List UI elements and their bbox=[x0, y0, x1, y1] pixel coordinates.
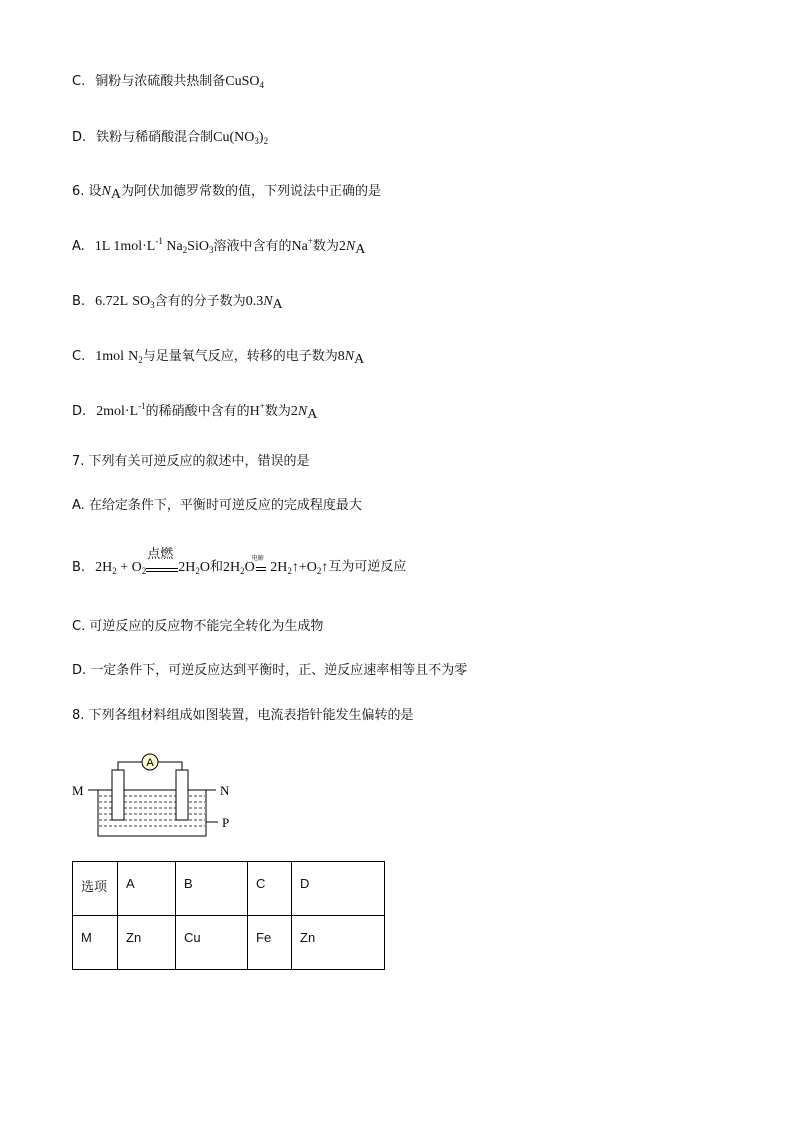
option-7d: D. 一定条件下，可逆反应达到平衡时，正、逆反应速率相等且不为零 bbox=[72, 663, 468, 678]
table-row: 选项 A B C D bbox=[73, 862, 385, 916]
galvanic-cell-diagram bbox=[70, 748, 250, 840]
question-8-stem: 8. 下列各组材料组成如图装置，电流表指针能发生偏转的是 bbox=[72, 708, 414, 723]
electrode-n bbox=[176, 770, 188, 820]
question-7-stem: 7. 下列有关可逆反应的叙述中，错误的是 bbox=[72, 454, 310, 469]
formula: CuSO$_4$ bbox=[225, 74, 264, 90]
option-label: C. bbox=[72, 74, 86, 89]
gas-up-arrow-icon: ↑ bbox=[291, 559, 299, 575]
option-text: 铁粉与稀硝酸混合制 bbox=[96, 130, 214, 145]
svg-text:A: A bbox=[146, 757, 154, 769]
option-7b: B. $2H_2 + O_2$ 点燃 $2H_2O$和$2H_2O$ 电解 $2H_2↑+O_2↑$互为可逆反应 bbox=[72, 547, 407, 576]
option-6a: A. 1L $1mol\cdot L^{-1}$ $Na_2SiO_3$溶液中含有的Na+数为$2N_A$ bbox=[72, 236, 366, 257]
reaction-condition-double-line: 点燃 bbox=[146, 557, 178, 577]
option-7a: A. 在给定条件下，平衡时可逆反应的完成程度最大 bbox=[72, 498, 362, 513]
option-text: 铜粉与浓硫酸共热制备 bbox=[95, 74, 226, 89]
option-6b: B. 6.72L $SO_3$含有的分子数为$0.3N_A$ bbox=[72, 294, 283, 312]
question-6-stem: 6. 设$N_A$为阿伏加德罗常数的值，下列说法中正确的是 bbox=[72, 184, 382, 202]
formula: 1L $1mol\cdot L^{-1}$ $Na_2SiO_3$ bbox=[94, 236, 214, 255]
option-6d: D. $2mol\cdot L^{-1}$的稀硝酸中含有的H+数为$2N_A$ bbox=[72, 401, 318, 422]
option-label: D. bbox=[72, 130, 87, 145]
table-row: M Zn Cu Fe Zn bbox=[73, 916, 385, 970]
option-7c: C. 可逆反应的反应物不能完全转化为生成物 bbox=[72, 619, 324, 634]
option-5c bbox=[72, 72, 264, 92]
label-n: N bbox=[220, 783, 230, 798]
option-6c: C. 1mol $N_2$与足量氧气反应，转移的电子数为$8N_A$ bbox=[72, 349, 365, 367]
options-table bbox=[72, 861, 385, 970]
label-m: M bbox=[72, 783, 84, 798]
gas-up-arrow-icon: ↑ bbox=[321, 559, 329, 575]
option-5d bbox=[72, 128, 268, 148]
formula: $Cu(NO_3)_2$ bbox=[213, 130, 269, 146]
electrode-m bbox=[112, 770, 124, 820]
reaction-condition-equals: 电解 bbox=[255, 557, 267, 577]
label-p: P bbox=[222, 815, 230, 830]
